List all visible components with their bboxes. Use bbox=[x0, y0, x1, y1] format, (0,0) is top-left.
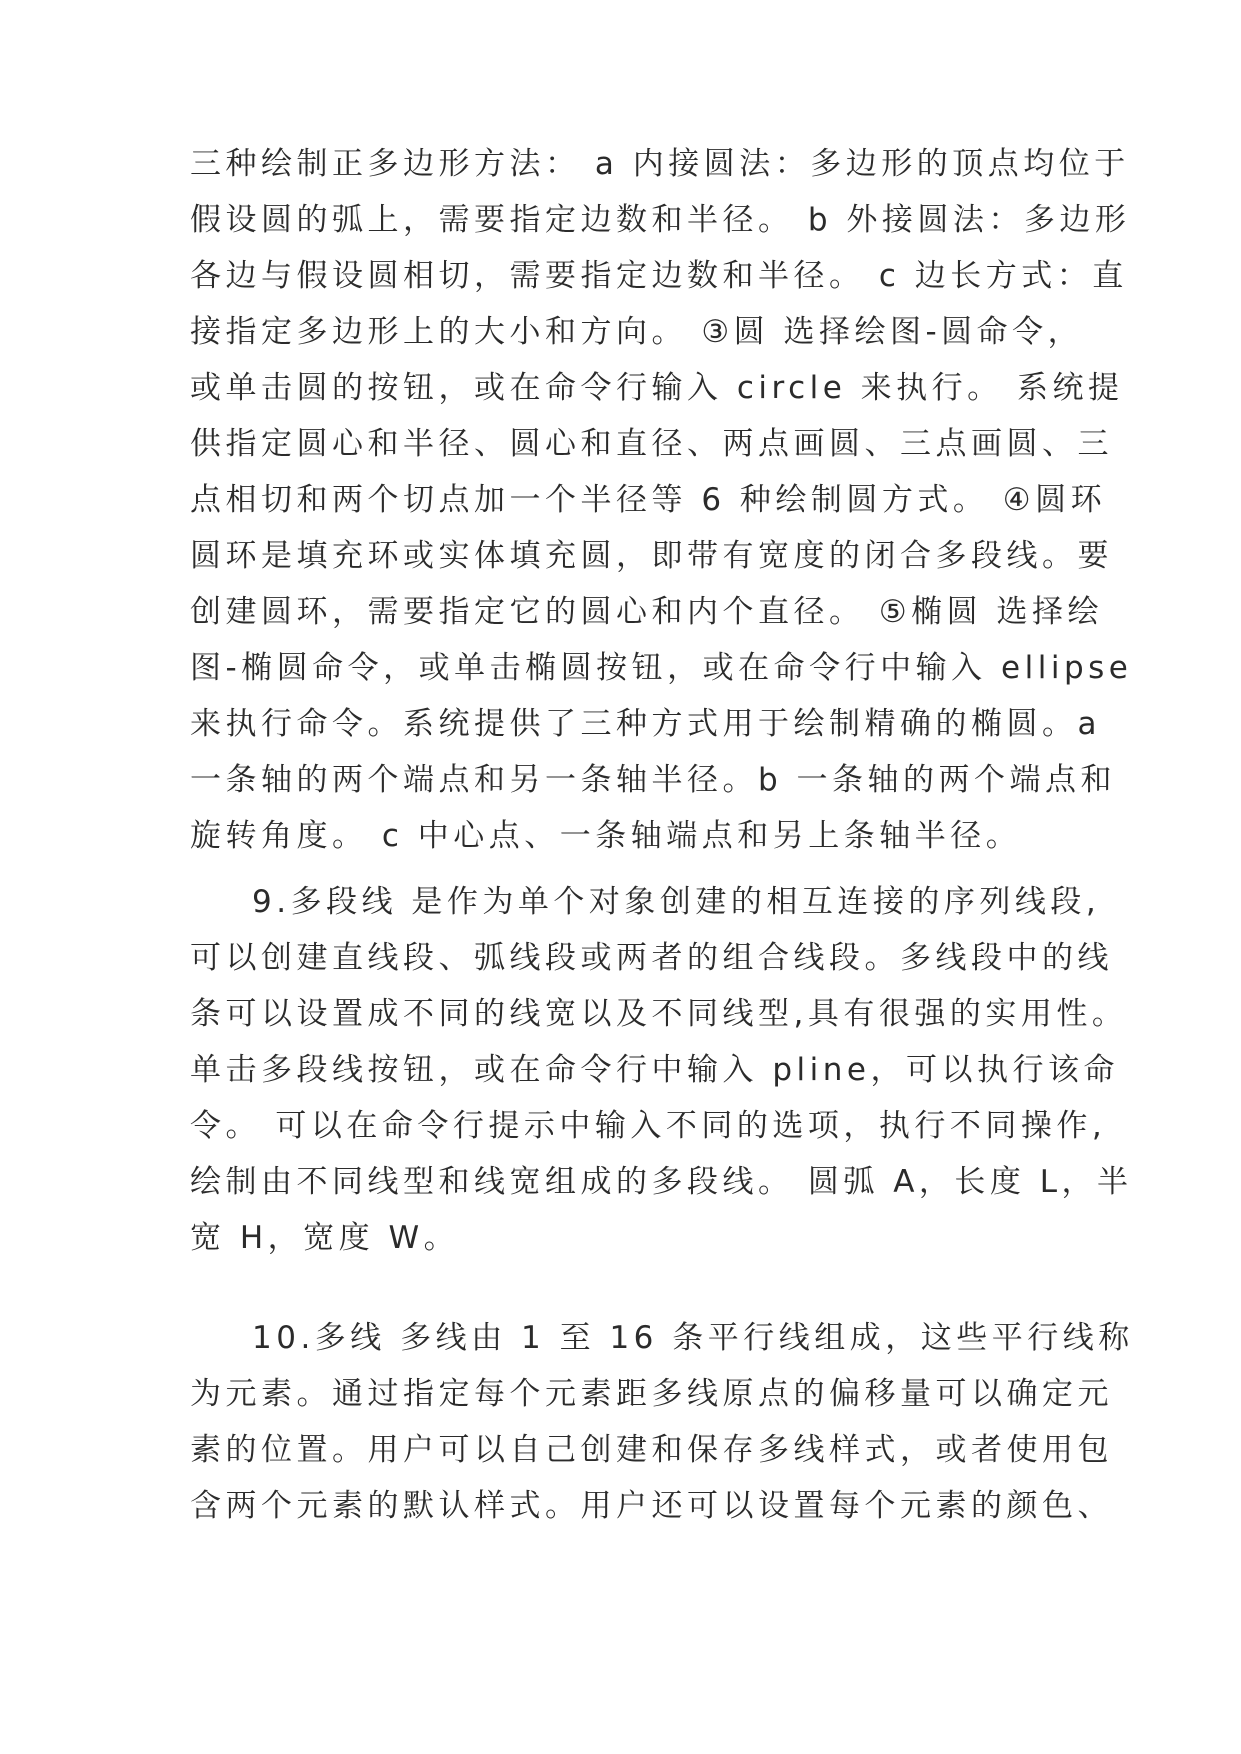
text-line: 供指定圆心和半径、圆心和直径、两点画圆、三点画圆、三 bbox=[190, 426, 1113, 462]
text-line: 图-椭圆命令，或单击椭圆按钮，或在命令行中输入 ellipse bbox=[190, 650, 1133, 686]
text-line: 假设圆的弧上，需要指定边数和半径。 b 外接圆法：多边形 bbox=[190, 202, 1131, 238]
text-line: 圆环是填充环或实体填充圆，即带有宽度的闭合多段线。要 bbox=[190, 538, 1113, 574]
text-line: 旋转角度。 c 中心点、一条轴端点和另上条轴半径。 bbox=[190, 818, 1022, 854]
text-line: 宽 H，宽度 W。 bbox=[190, 1220, 460, 1256]
text-line: 单击多段线按钮，或在命令行中输入 pline，可以执行该命 bbox=[190, 1052, 1119, 1088]
text-line: 含两个元素的默认样式。用户还可以设置每个元素的颜色、 bbox=[190, 1488, 1113, 1524]
text-line: 各边与假设圆相切，需要指定边数和半径。 c 边长方式：直 bbox=[190, 258, 1128, 294]
text-line: 为元素。通过指定每个元素距多线原点的偏移量可以确定元 bbox=[190, 1376, 1113, 1412]
text-line: 令。 可以在命令行提示中输入不同的选项，执行不同操作, bbox=[190, 1108, 1107, 1144]
text-line: 创建圆环，需要指定它的圆心和内个直径。 ⑤椭圆 选择绘 bbox=[190, 594, 1103, 630]
text-line: 条可以设置成不同的线宽以及不同线型,具有很强的实用性。 bbox=[190, 996, 1128, 1032]
text-line: 一条轴的两个端点和另一条轴半径。b 一条轴的两个端点和 bbox=[190, 762, 1117, 798]
paragraph-heading-line: 9.多段线 是作为单个对象创建的相互连接的序列线段, bbox=[252, 884, 1101, 920]
text-line: 可以创建直线段、弧线段或两者的组合线段。多线段中的线 bbox=[190, 940, 1113, 976]
text-line: 三种绘制正多边形方法： a 内接圆法：多边形的顶点均位于 bbox=[190, 146, 1130, 182]
text-line: 来执行命令。系统提供了三种方式用于绘制精确的椭圆。a bbox=[190, 706, 1101, 742]
text-line: 接指定多边形上的大小和方向。 ③圆 选择绘图-圆命令， bbox=[190, 314, 1084, 350]
text-line: 素的位置。用户可以自己创建和保存多线样式，或者使用包 bbox=[190, 1432, 1113, 1468]
text-line: 绘制由不同线型和线宽组成的多段线。 圆弧 A，长度 L，半 bbox=[190, 1164, 1133, 1200]
paragraph-heading-line: 10.多线 多线由 1 至 16 条平行线组成，这些平行线称 bbox=[252, 1320, 1134, 1356]
text-line: 点相切和两个切点加一个半径等 6 种绘制圆方式。 ④圆环 bbox=[190, 482, 1107, 518]
text-line: 或单击圆的按钮，或在命令行输入 circle 来执行。 系统提 bbox=[190, 370, 1124, 406]
